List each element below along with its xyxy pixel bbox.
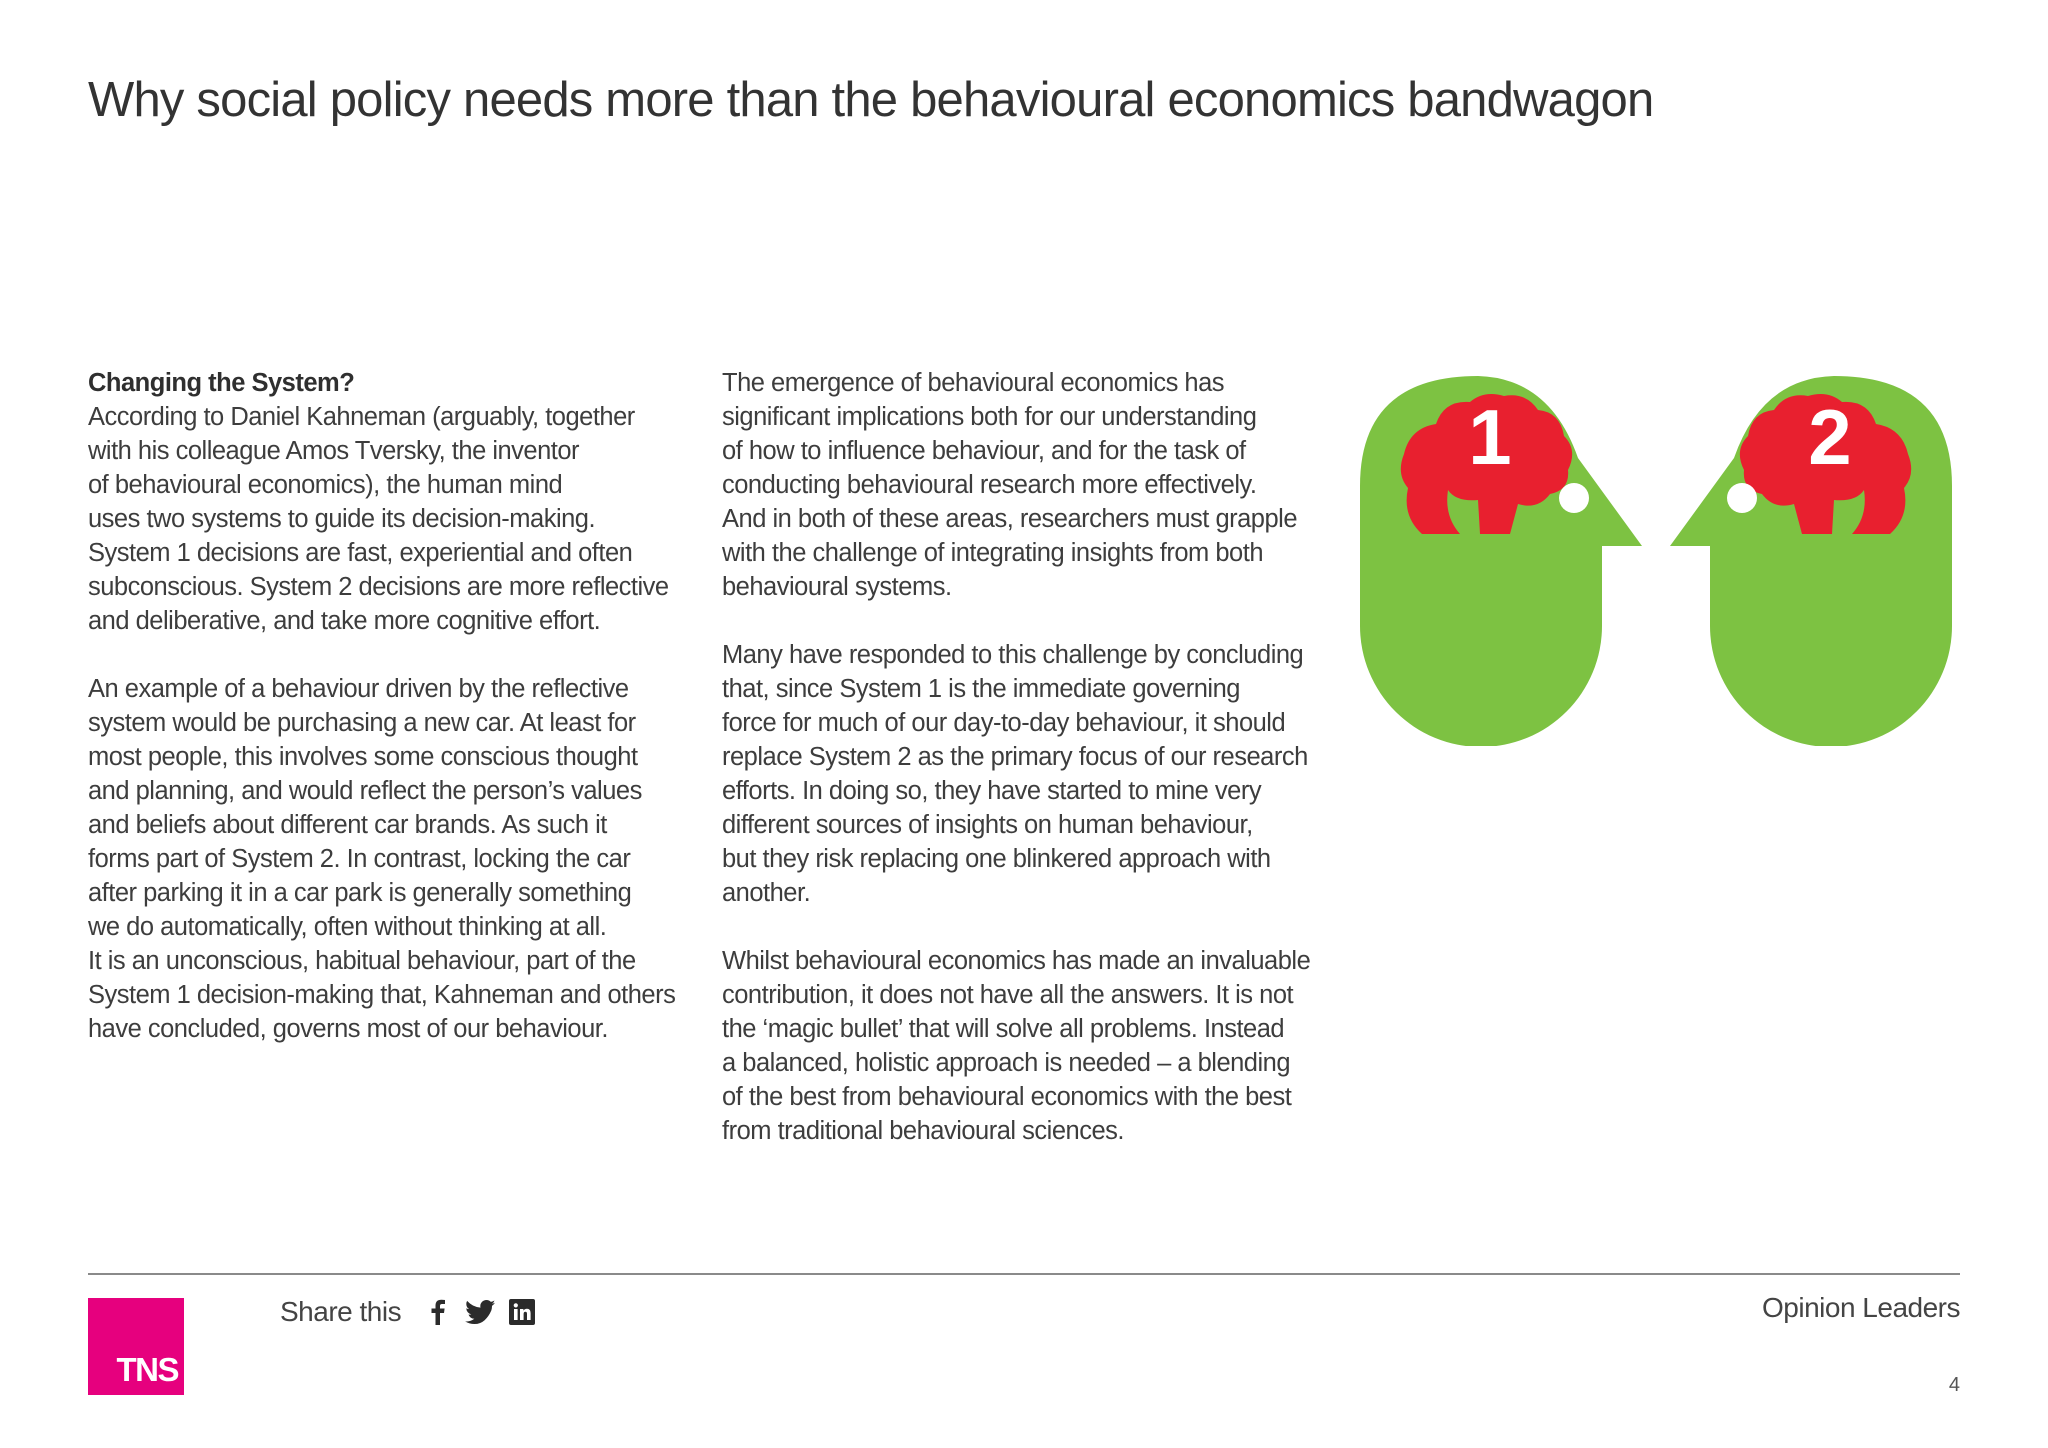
share-label: Share this: [280, 1296, 402, 1327]
eye-icon: [1727, 483, 1757, 513]
head-system-2: [1670, 376, 1952, 746]
paragraph: Whilst behavioural economics has made an invaluable contribution, it does not have all the answers. It is not the ‘magic bullet’ that will solve all problems. Instead a balanced, holistic approach is needed – a blending of the best from behavioural economics with the best from traditional behavioural sciences.: [722, 947, 1311, 1145]
system-1-label: 1: [1468, 393, 1512, 481]
paragraph: An example of a behaviour driven by the reflective system would be purchasing a new car. At least for most people, this involves some conscious thought and planning, and would reflect the person’s values and beliefs about different car brands. As such it forms part of System 2. In contrast, locking the car after parking it in a car park is generally something we do automatically, often without thinking at all. It is an unconscious, habitual behaviour, part of the System 1 decision-making that, Kahneman and others have concluded, governs most of our behaviour.: [88, 675, 676, 1043]
page-title: Why social policy needs more than the behavioural economics bandwagon: [88, 73, 1654, 127]
logo-text: TNS: [116, 1351, 178, 1388]
tns-logo: [88, 1298, 184, 1395]
intro-paragraph: [88, 366, 718, 638]
footer-divider: [88, 1273, 1960, 1275]
paragraph: Many have responded to this challenge by concluding that, since System 1 is the immediate governing force for much of our day-to-day behaviour, it should replace System 2 as the primary focus of our research efforts. In doing so, they have started to mine very different sources of insights on human behaviour, but they risk replacing one blinkered approach with another.: [722, 641, 1308, 907]
linkedin-icon[interactable]: [507, 1297, 537, 1327]
section-heading: Changing the System?: [88, 369, 355, 397]
eye-icon: [1559, 483, 1589, 513]
left-column: [88, 366, 718, 1080]
middle-column: [722, 366, 1342, 1182]
system-2-label: 2: [1808, 393, 1852, 481]
brand-text: Opinion Leaders: [1762, 1292, 1960, 1323]
two-heads-illustration: [1360, 366, 1960, 746]
page-number: 4: [1948, 1374, 1960, 1396]
share-bar: [280, 1292, 549, 1332]
head-system-1: [1360, 376, 1642, 746]
twitter-icon[interactable]: [465, 1297, 495, 1327]
paragraph-text: According to Daniel Kahneman (arguably, together with his colleague Amos Tversky, the inventor of behavioural economics), the human mind uses two systems to guide its decision-making. System 1 decisions are fast, experiential and often subconscious. System 2 decisions are more reflective and deliberative, and take more cognitive effort.: [88, 403, 669, 635]
paragraph: The emergence of behavioural economics has significant implications both for our understanding of how to influence behaviour, and for the task of conducting behavioural research more effectively. And in both of these areas, researchers must grapple with the challenge of integrating insights from both behavioural systems.: [722, 369, 1298, 601]
facebook-icon[interactable]: [423, 1297, 453, 1327]
